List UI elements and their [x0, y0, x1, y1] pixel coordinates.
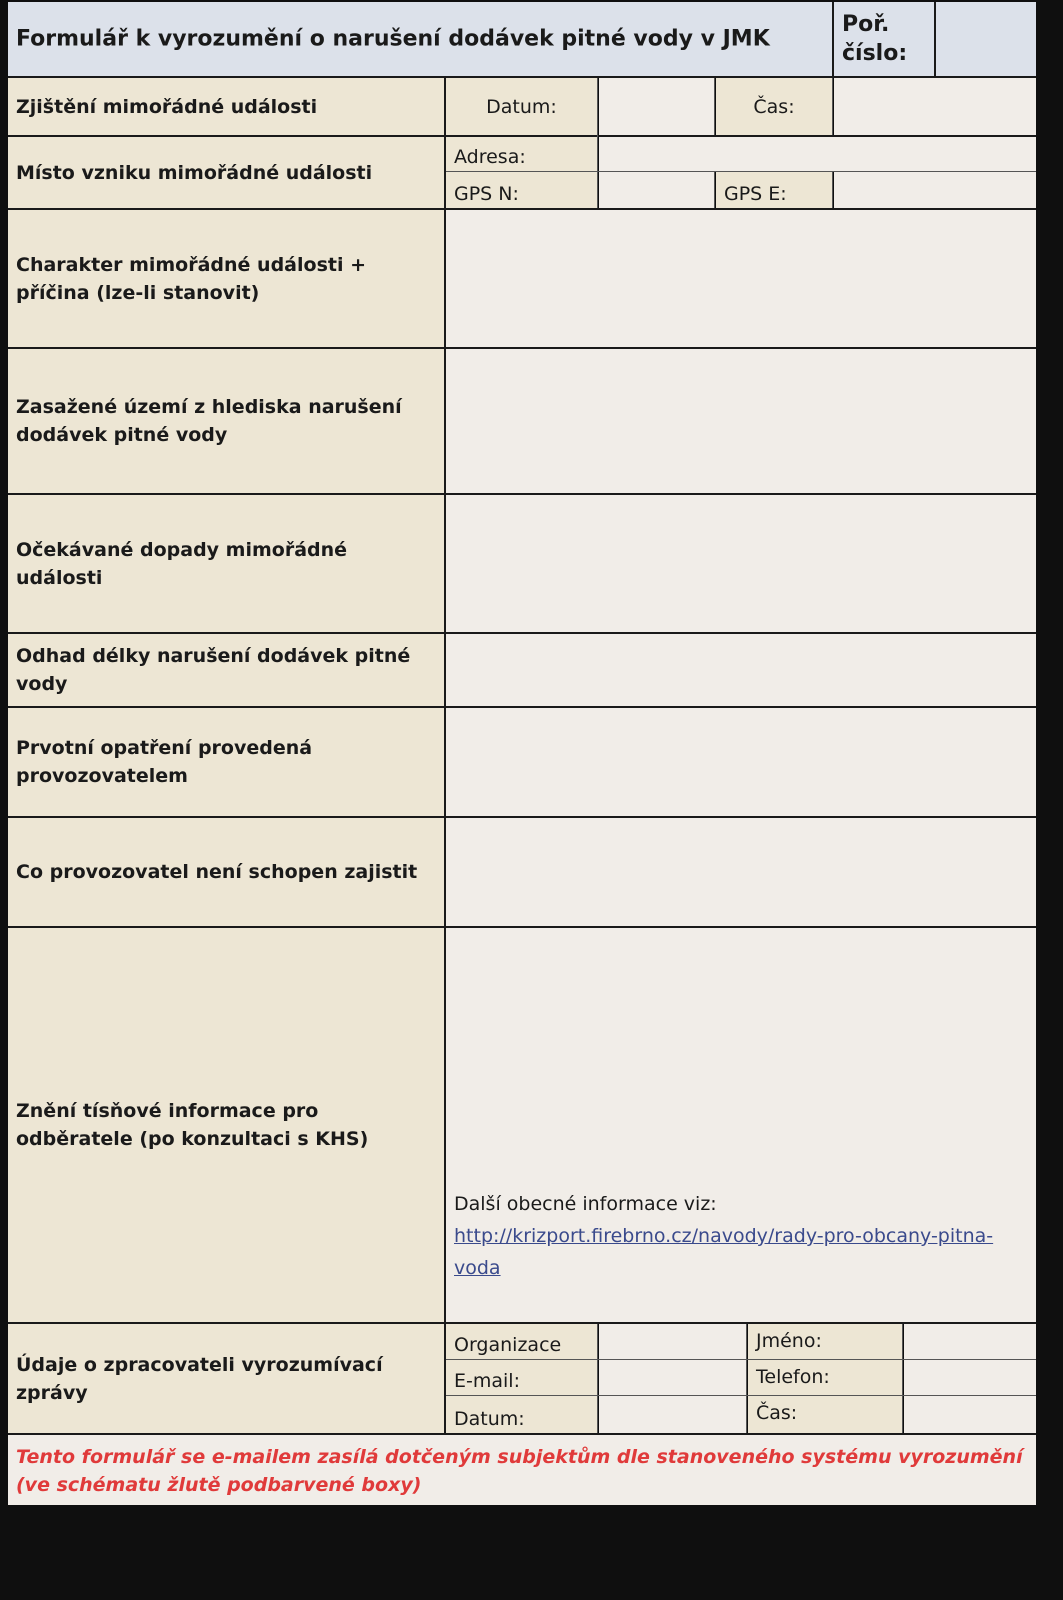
zjisteni-label-cell: [8, 78, 444, 135]
neschopen-label: Co provozovatel není schopen zajistit: [16, 861, 418, 883]
zpracovatel-email-label: E-mail:: [454, 1370, 520, 1392]
misto-gps-e-label: GPS E:: [724, 183, 787, 205]
zpracovatel-jmeno-label-cell: [748, 1324, 902, 1359]
grid-line: [8, 347, 1036, 349]
grid-line: [832, 2, 834, 76]
misto-gps-e-field[interactable]: [834, 172, 1036, 208]
zneni-info-text: Další obecné informace viz:: [454, 1193, 717, 1215]
zneni-info-link[interactable]: http://krizport.firebrno.cz/navody/rady-pro-obcany-pitna-voda: [454, 1225, 994, 1279]
zjisteni-datum-label-cell: [446, 78, 597, 135]
zpracovatel-cas-field[interactable]: [904, 1396, 1036, 1433]
charakter-label-cell: [8, 210, 444, 347]
zjisteni-cas-label: Čas:: [753, 95, 795, 118]
zjisteni-label: Zjištění mimořádné události: [16, 95, 318, 118]
zjisteni-cas-label-cell: [716, 78, 832, 135]
neschopen-field[interactable]: [446, 818, 1036, 926]
form-title-cell: [8, 2, 832, 76]
odhad-label: Odhad délky narušení dodávek pitné vody: [16, 645, 411, 695]
misto-adresa-label: Adresa:: [454, 146, 526, 168]
form-title: Formulář k vyrozumění o narušení dodávek pitné vody v JMK: [16, 26, 770, 52]
zpracovatel-telefon-label: Telefon:: [756, 1366, 830, 1388]
grid-line: [597, 1324, 598, 1433]
zpracovatel-email-field[interactable]: [599, 1360, 746, 1395]
zjisteni-cas-field[interactable]: [834, 78, 1036, 135]
zpracovatel-email-label-cell: [446, 1360, 597, 1395]
grid-line: [832, 78, 833, 135]
grid-line: [444, 78, 446, 1433]
grid-line: [8, 208, 1036, 210]
zpracovatel-datum-label: Datum:: [454, 1408, 525, 1430]
footer-note-cell: [8, 1435, 1036, 1505]
grid-line: [8, 1433, 1036, 1435]
grid-line: [8, 1322, 1036, 1324]
poradove-cislo-label-cell: [834, 2, 934, 76]
uzemi-label: Zasažené území z hlediska narušení dodávek pitné vody: [16, 396, 402, 446]
misto-gps-e-label-cell: [716, 172, 832, 208]
grid-line: [8, 706, 1036, 708]
zpracovatel-label: Údaje o zpracovateli vyrozumívací zprávy: [16, 1353, 383, 1404]
opatreni-label: Prvotní opatření provedená provozovatelem: [16, 737, 313, 787]
grid-line: [597, 78, 598, 208]
grid-line: [746, 1324, 747, 1433]
grid-line: [446, 1359, 1036, 1360]
grid-line: [832, 172, 833, 208]
neschopen-label-cell: [8, 818, 444, 926]
zpracovatel-telefon-label-cell: [748, 1360, 902, 1395]
zneni-info-block: [454, 1188, 1006, 1284]
misto-adresa-field[interactable]: [599, 137, 1036, 171]
grid-line: [446, 1395, 1036, 1396]
grid-line: [8, 816, 1036, 818]
grid-line: [446, 171, 1036, 172]
uzemi-label-cell: [8, 349, 444, 493]
poradove-cislo-field[interactable]: [936, 2, 1036, 76]
zpracovatel-organizace-label-cell: [446, 1324, 597, 1359]
grid-line: [934, 2, 936, 76]
grid-line: [714, 78, 715, 135]
zpracovatel-datum-label-cell: [446, 1396, 597, 1433]
misto-gps-n-field[interactable]: [599, 172, 714, 208]
grid-line: [902, 1324, 903, 1433]
grid-line: [714, 172, 715, 208]
misto-gps-n-label: GPS N:: [454, 183, 519, 205]
zpracovatel-organizace-field[interactable]: [599, 1324, 746, 1359]
opatreni-field[interactable]: [446, 708, 1036, 816]
dopady-label-cell: [8, 495, 444, 632]
misto-label-cell: [8, 137, 444, 208]
dopady-field[interactable]: [446, 495, 1036, 632]
poradove-cislo-label: Poř. číslo:: [842, 12, 908, 66]
misto-label: Místo vzniku mimořádné události: [16, 161, 373, 184]
zpracovatel-telefon-field[interactable]: [904, 1360, 1036, 1395]
zpracovatel-cas-label-cell: [748, 1396, 902, 1433]
dopady-label: Očekávané dopady mimořádné události: [16, 538, 348, 589]
zpracovatel-cas-label: Čas:: [756, 1402, 798, 1424]
uzemi-field[interactable]: [446, 349, 1036, 493]
grid-line: [8, 135, 1036, 137]
zjisteni-datum-field[interactable]: [599, 78, 714, 135]
footer-note: Tento formulář se e-mailem zasílá dotčeným subjektům dle stanoveného systému vyrozumění (ve schématu žlutě podbarvené boxy): [16, 1446, 1023, 1496]
misto-adresa-label-cell: [446, 137, 597, 171]
charakter-label: Charakter mimořádné události + příčina (lze-li stanovit): [16, 253, 367, 304]
misto-gps-n-label-cell: [446, 172, 597, 208]
odhad-field[interactable]: [446, 634, 1036, 706]
grid-line: [8, 926, 1036, 928]
zpracovatel-label-cell: [8, 1324, 444, 1433]
zpracovatel-organizace-label: Organizace: [454, 1334, 562, 1356]
zpracovatel-jmeno-label: Jméno:: [756, 1330, 822, 1352]
zjisteni-datum-label: Datum:: [486, 95, 557, 118]
zpracovatel-jmeno-field[interactable]: [904, 1324, 1036, 1359]
grid-line: [8, 493, 1036, 495]
grid-line: [8, 632, 1036, 634]
zneni-label-cell: [8, 928, 444, 1322]
odhad-label-cell: [8, 634, 444, 706]
charakter-field[interactable]: [446, 210, 1036, 347]
zneni-field[interactable]: [446, 928, 1036, 1322]
zneni-label: Znění tísňové informace pro odběratele (po konzultaci s KHS): [16, 1100, 369, 1150]
opatreni-label-cell: [8, 708, 444, 816]
zpracovatel-datum-field[interactable]: [599, 1396, 746, 1433]
grid-line: [8, 76, 1036, 78]
